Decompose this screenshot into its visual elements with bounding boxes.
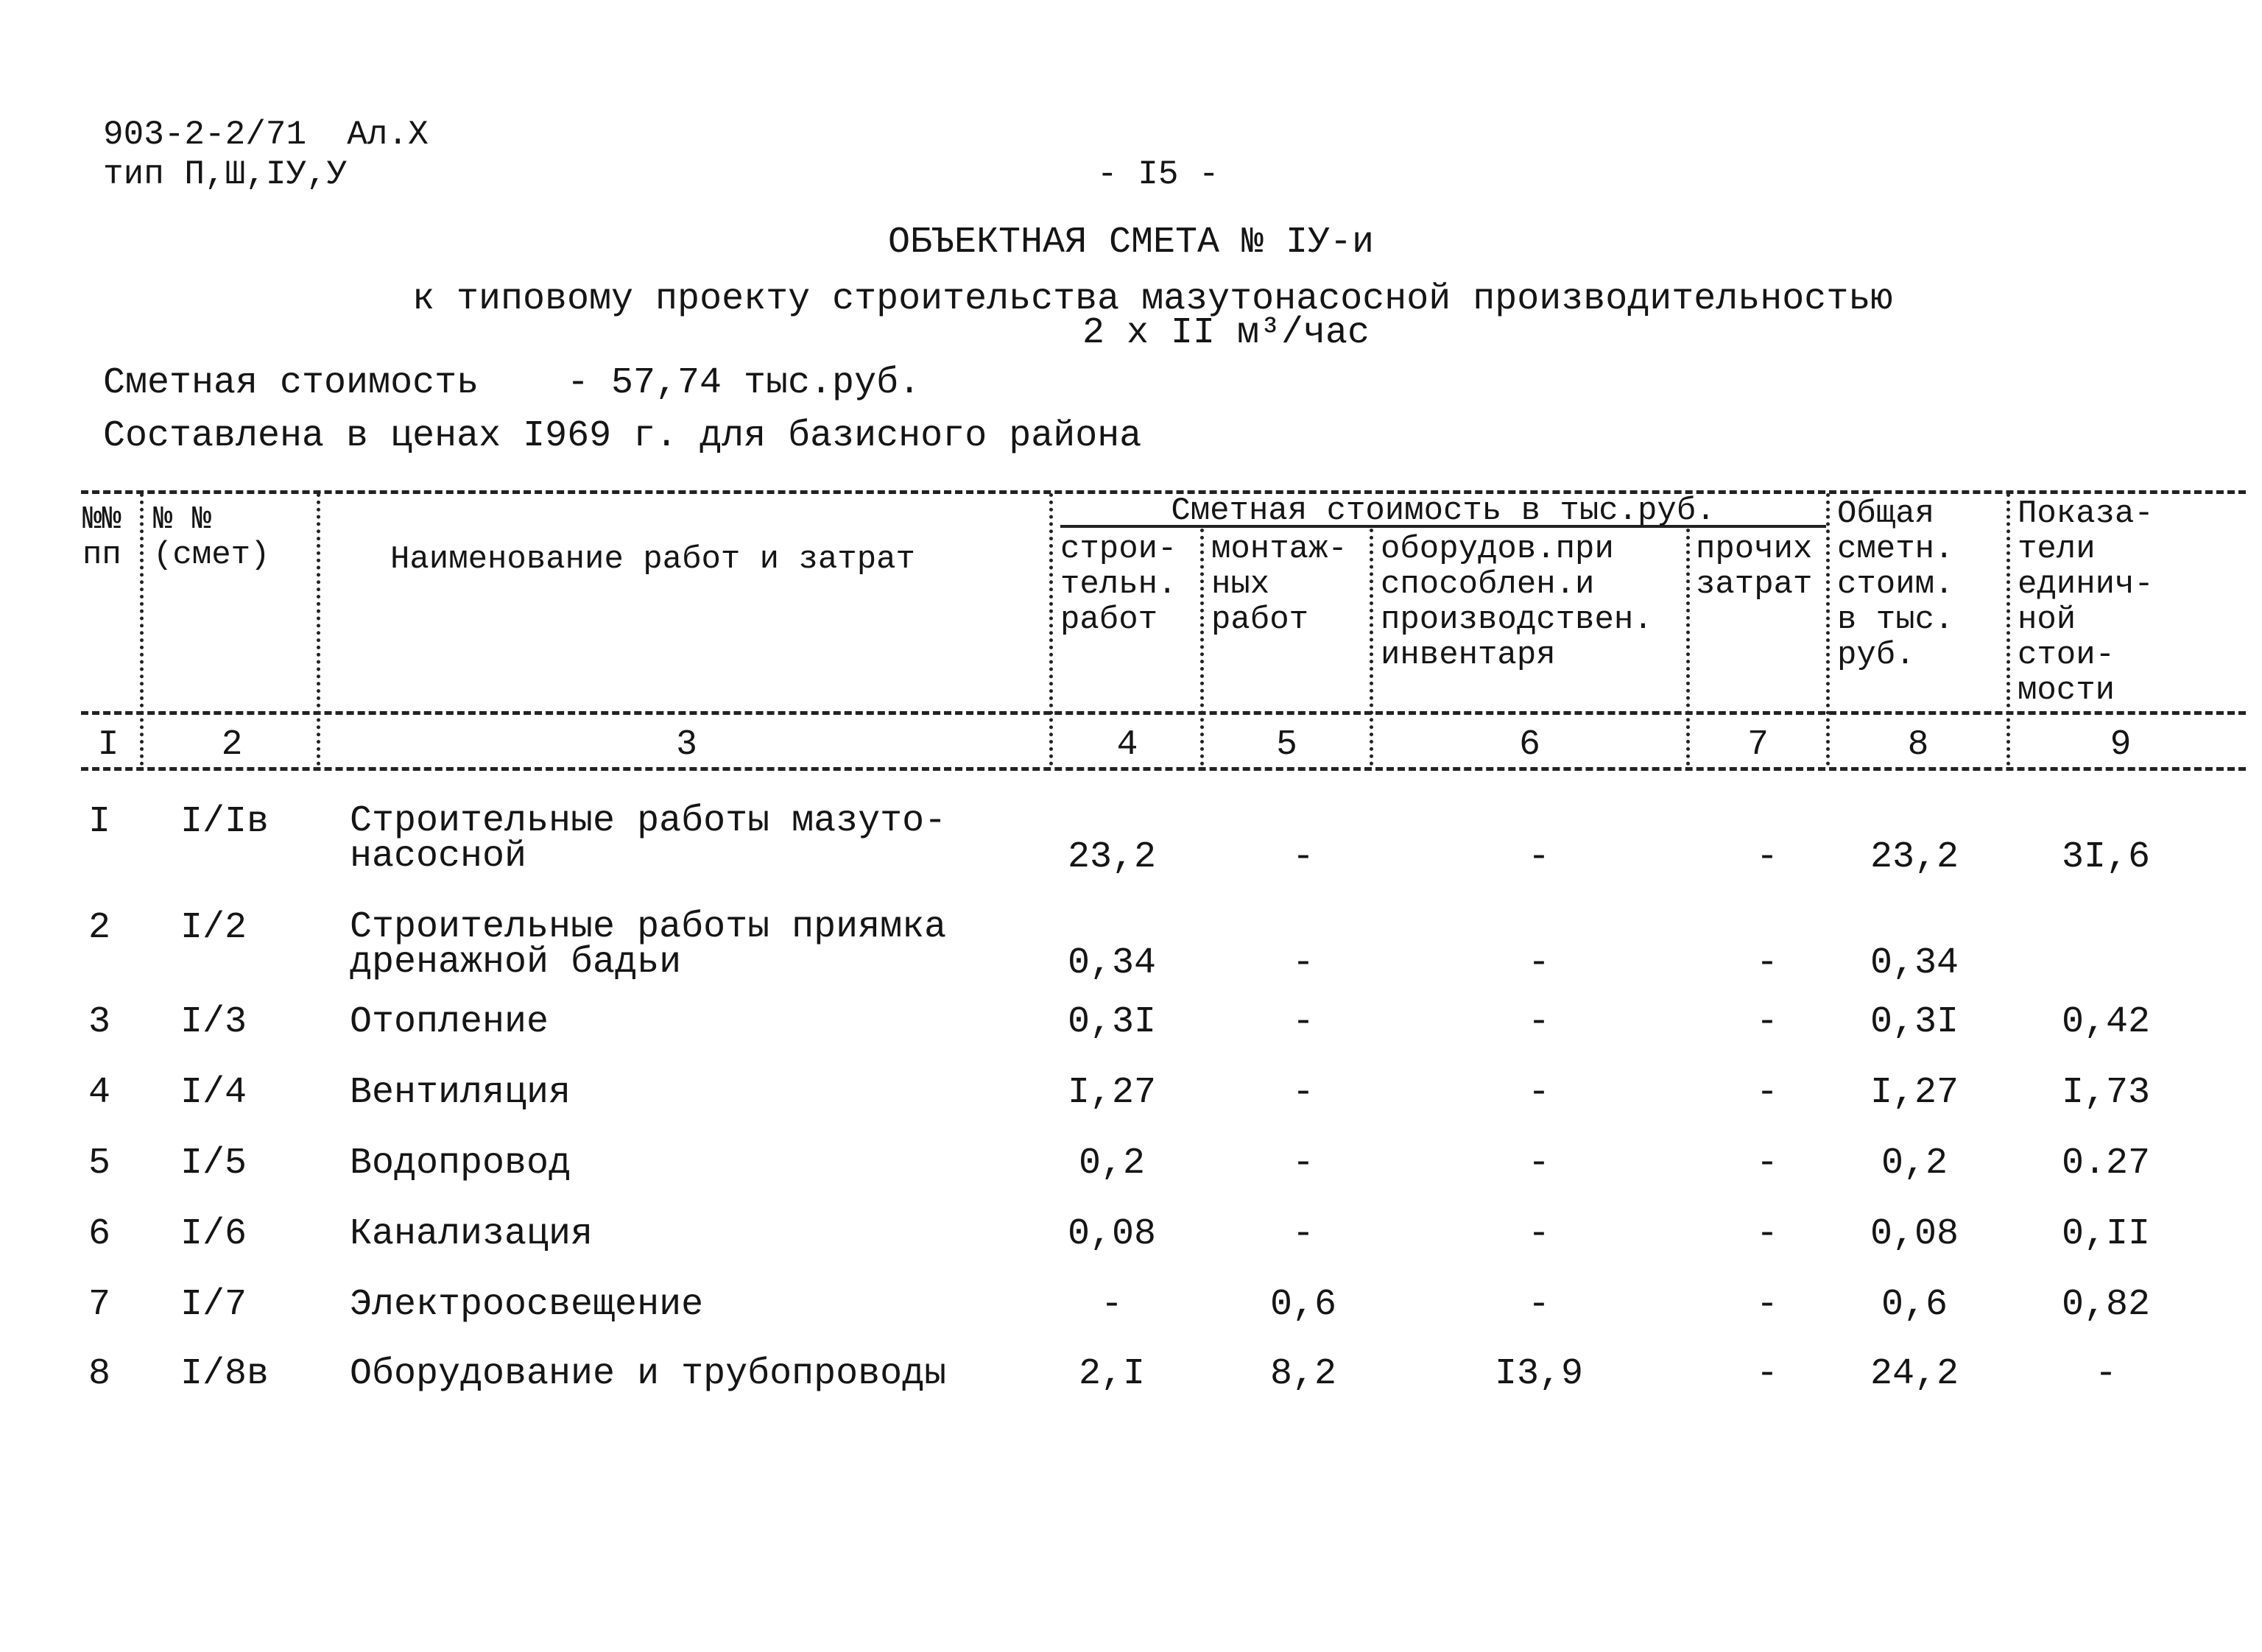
row-c9: 0,42 bbox=[2061, 1001, 2151, 1043]
document-code: 903-2-2/71 Ал.X bbox=[103, 116, 429, 154]
row-c4: - bbox=[1100, 1284, 1123, 1326]
row-estimate: I/2 bbox=[180, 907, 247, 949]
row-c5: - bbox=[1292, 1213, 1314, 1255]
row-c6: - bbox=[1527, 1001, 1550, 1043]
row-name: Канализация bbox=[350, 1213, 593, 1255]
row-c9: 0,82 bbox=[2061, 1284, 2151, 1326]
colnum-2: 2 bbox=[221, 725, 243, 765]
row-estimate: I/6 bbox=[180, 1213, 247, 1255]
row-c4: 2,I bbox=[1078, 1353, 1145, 1395]
row-number: 3 bbox=[88, 1001, 111, 1043]
row-name: Электроосвещение bbox=[350, 1284, 704, 1326]
row-c5: 8,2 bbox=[1269, 1353, 1336, 1395]
header-col2: № № (смет) bbox=[153, 501, 270, 573]
row-c4: 0,2 bbox=[1078, 1143, 1145, 1185]
row-number: 8 bbox=[88, 1353, 111, 1395]
colnum-4: 4 bbox=[1116, 725, 1138, 765]
row-number: I bbox=[88, 801, 111, 843]
row-c7: - bbox=[1755, 1353, 1778, 1395]
document-subtitle: к типовому проекту строительства мазутонасосной производительностью bbox=[412, 278, 1893, 320]
colnum-8: 8 bbox=[1907, 725, 1929, 765]
row-c8: 0,6 bbox=[1881, 1284, 1948, 1326]
row-c7: - bbox=[1755, 1213, 1778, 1255]
row-c7: - bbox=[1755, 1143, 1778, 1185]
row-c6: I3,9 bbox=[1494, 1353, 1584, 1395]
project-types: тип П,Ш,IУ,У bbox=[103, 155, 348, 194]
row-c7: - bbox=[1755, 1072, 1778, 1114]
row-c5: - bbox=[1292, 942, 1314, 984]
row-estimate: I/8в bbox=[180, 1353, 269, 1395]
header-col5: монтаж- ных работ bbox=[1211, 531, 1347, 638]
prices-note: Составлена в ценах I969 г. для базисного района bbox=[103, 415, 1142, 457]
header-col6: оборудов.при способлен.и производствен. инвентаря bbox=[1381, 531, 1653, 674]
row-c4: 0,08 bbox=[1067, 1213, 1157, 1255]
row-c7: - bbox=[1755, 1284, 1778, 1326]
row-c9: 0,II bbox=[2061, 1213, 2151, 1255]
colnum-3: 3 bbox=[676, 725, 697, 765]
row-name: Строительные работы мазуто- насосной bbox=[350, 800, 947, 878]
row-c8: 23,2 bbox=[1870, 836, 1959, 878]
colnum-6: 6 bbox=[1519, 725, 1540, 765]
row-c5: - bbox=[1292, 836, 1314, 878]
row-estimate: I/4 bbox=[180, 1072, 247, 1114]
colnum-5: 5 bbox=[1276, 725, 1297, 765]
row-c7: - bbox=[1755, 942, 1778, 984]
row-name: Строительные работы приямка дренажной бадьи bbox=[350, 906, 947, 984]
row-number: 4 bbox=[88, 1072, 111, 1114]
row-c5: - bbox=[1292, 1143, 1314, 1185]
row-c7: - bbox=[1755, 1001, 1778, 1043]
row-c4: 23,2 bbox=[1067, 836, 1157, 878]
header-col8: Общая сметн. стоим. в тыс. руб. bbox=[1837, 495, 1954, 674]
row-c4: 0,34 bbox=[1067, 942, 1157, 984]
cost-value: - 57,74 тыс.руб. bbox=[567, 362, 921, 404]
row-c8: 24,2 bbox=[1870, 1353, 1959, 1395]
row-c6: - bbox=[1527, 1213, 1550, 1255]
header-col1: №№ пп bbox=[82, 501, 121, 573]
row-c6: - bbox=[1527, 1072, 1550, 1114]
row-name: Отопление bbox=[350, 1001, 549, 1043]
header-cost-group: Сметная стоимость в тыс.руб. bbox=[1171, 493, 1716, 529]
row-c9: - bbox=[2094, 1353, 2117, 1395]
row-c9: 0.27 bbox=[2061, 1143, 2151, 1185]
row-c4: I,27 bbox=[1067, 1072, 1157, 1114]
header-col4: строи- тельн. работ bbox=[1060, 531, 1177, 638]
row-name: Вентиляция bbox=[350, 1072, 571, 1114]
row-estimate: I/Iв bbox=[180, 801, 269, 843]
row-number: 5 bbox=[88, 1143, 111, 1185]
row-c9: I,73 bbox=[2061, 1072, 2151, 1114]
colnum-1: I bbox=[97, 725, 119, 765]
row-number: 7 bbox=[88, 1284, 111, 1326]
row-c8: 0,08 bbox=[1870, 1213, 1959, 1255]
row-number: 2 bbox=[88, 907, 111, 949]
row-c7: - bbox=[1755, 836, 1778, 878]
row-name: Водопровод bbox=[350, 1143, 571, 1185]
row-number: 6 bbox=[88, 1213, 111, 1255]
header-col9: Показа- тели единич- ной стои- мости bbox=[2018, 495, 2154, 709]
header-col7: прочих затрат bbox=[1696, 531, 1813, 603]
row-c9: 3I,6 bbox=[2061, 836, 2151, 878]
row-estimate: I/5 bbox=[180, 1143, 247, 1185]
row-c4: 0,3I bbox=[1067, 1001, 1157, 1043]
row-name: Оборудование и трубопроводы bbox=[350, 1353, 947, 1395]
page-number: - I5 - bbox=[1097, 155, 1219, 194]
row-estimate: I/3 bbox=[180, 1001, 247, 1043]
colnum-7: 7 bbox=[1747, 725, 1769, 765]
row-c8: 0,2 bbox=[1881, 1143, 1948, 1185]
cost-label: Сметная стоимость bbox=[103, 362, 479, 404]
row-c8: I,27 bbox=[1870, 1072, 1959, 1114]
row-estimate: I/7 bbox=[180, 1284, 247, 1326]
header-col3: Наименование работ и затрат bbox=[390, 541, 915, 578]
row-c6: - bbox=[1527, 942, 1550, 984]
row-c6: - bbox=[1527, 836, 1550, 878]
row-c8: 0,3I bbox=[1870, 1001, 1959, 1043]
row-c5: 0,6 bbox=[1269, 1284, 1336, 1326]
row-c5: - bbox=[1292, 1072, 1314, 1114]
row-c6: - bbox=[1527, 1284, 1550, 1326]
row-c8: 0,34 bbox=[1870, 942, 1959, 984]
document-title: ОБЪЕКТНАЯ СМЕТА № IУ-и bbox=[887, 222, 1375, 264]
document-capacity: 2 x II м³/час bbox=[1082, 312, 1370, 354]
row-c5: - bbox=[1292, 1001, 1314, 1043]
row-c6: - bbox=[1527, 1143, 1550, 1185]
colnum-9: 9 bbox=[2110, 725, 2132, 765]
